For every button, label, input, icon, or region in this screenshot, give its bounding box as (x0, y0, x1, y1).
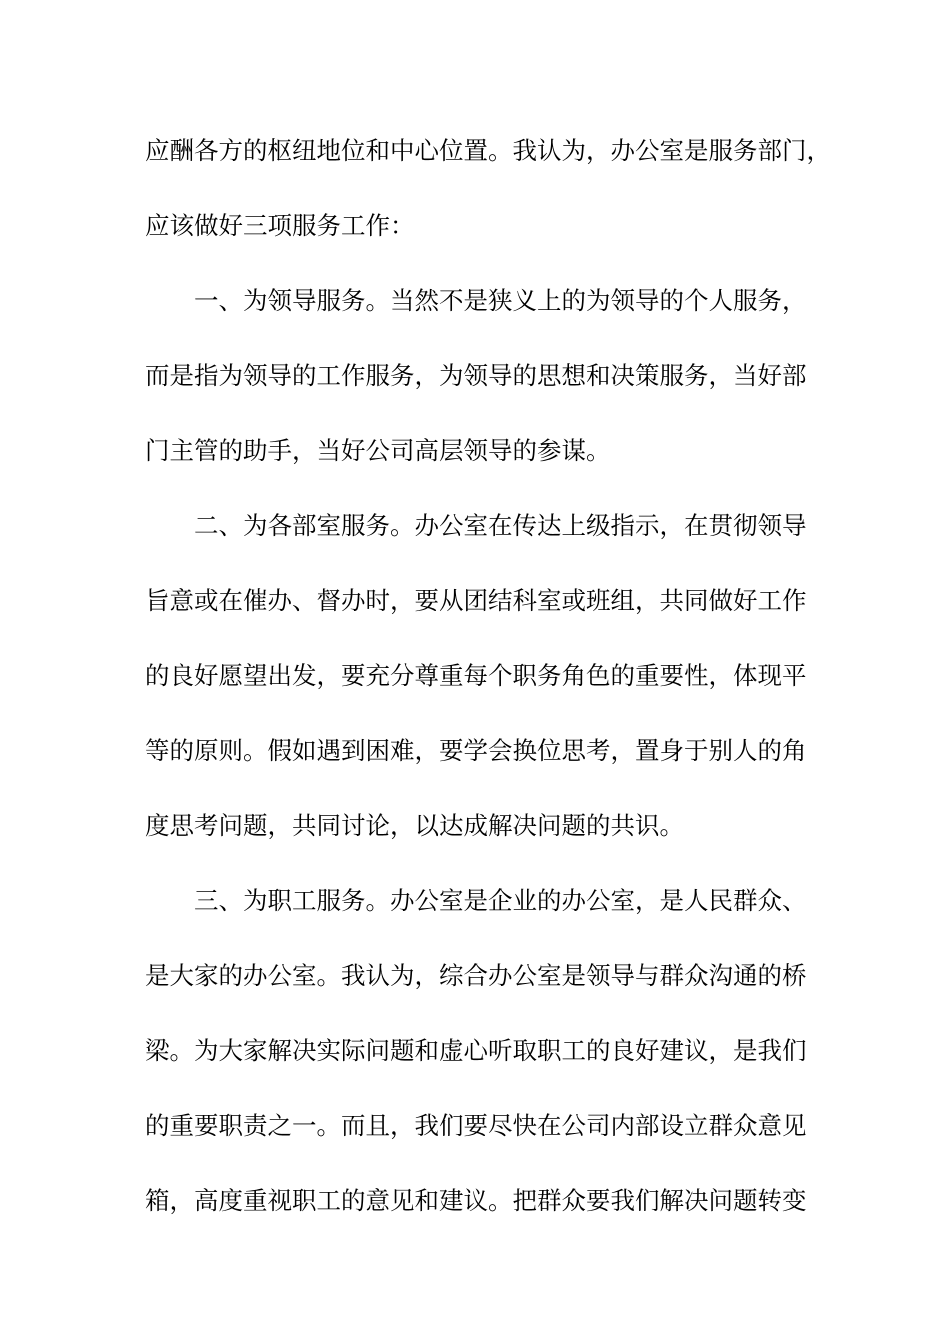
text-line-13: 梁。为大家解决实际问题和虚心听取职工的良好建议，是我们 (145, 1036, 807, 1065)
text-line-15: 箱，高度重视职工的意见和建议。把群众要我们解决问题转变 (145, 1186, 807, 1215)
text-line-10: 度思考问题，共同讨论，以达成解决问题的共识。 (145, 811, 684, 840)
text-line-3: 一、为领导服务。当然不是狭义上的为领导的个人服务， (145, 286, 807, 315)
text-line-1: 应酬各方的枢纽地位和中心位置。我认为，办公室是服务部门， (145, 136, 831, 165)
text-line-11: 三、为职工服务。办公室是企业的办公室，是人民群众、 (145, 886, 807, 915)
text-line-12: 是大家的办公室。我认为，综合办公室是领导与群众沟通的桥 (145, 961, 807, 990)
text-line-9: 等的原则。假如遇到困难，要学会换位思考，置身于别人的角 (145, 736, 807, 765)
text-line-5: 门主管的助手，当好公司高层领导的参谋。 (145, 436, 611, 465)
text-line-7: 旨意或在催办、督办时，要从团结科室或班组，共同做好工作 (145, 586, 807, 615)
text-line-6: 二、为各部室服务。办公室在传达上级指示，在贯彻领导 (145, 511, 807, 540)
text-line-8: 的良好愿望出发，要充分尊重每个职务角色的重要性，体现平 (145, 661, 807, 690)
text-line-4: 而是指为领导的工作服务，为领导的思想和决策服务，当好部 (145, 361, 807, 390)
text-line-14: 的重要职责之一。而且，我们要尽快在公司内部设立群众意见 (145, 1111, 807, 1140)
text-line-2: 应该做好三项服务工作： (145, 211, 415, 240)
